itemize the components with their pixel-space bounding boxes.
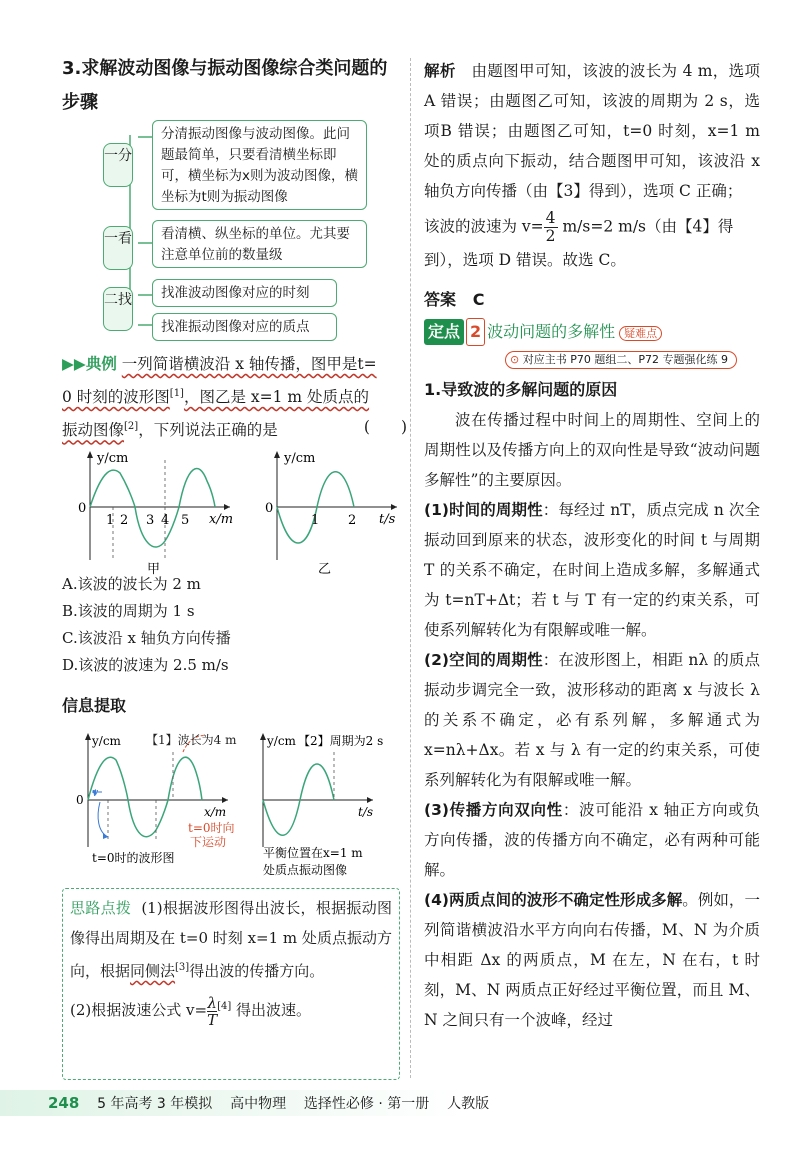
kd-number: 2 <box>466 318 485 346</box>
ref-4: [4] <box>217 1001 232 1012</box>
velocity-label: v <box>92 786 99 799</box>
flow-step-3-box-b <box>152 313 337 341</box>
flow-step-1 <box>103 143 133 187</box>
example-line3b: ，下列说法正确的是 <box>138 421 278 440</box>
analysis-text-2a: 该波的波速为 v= <box>424 217 544 236</box>
option-b: B.该波的周期为 1 s <box>62 602 195 620</box>
graph-jia-caption: 甲 <box>147 562 161 575</box>
knowledge-point-header <box>424 318 662 347</box>
flow-step-3-box-a <box>152 279 337 307</box>
example-line2: 0 时刻的波形图 <box>62 388 170 407</box>
red-note-line2: 下运动 <box>190 835 227 849</box>
section-3-title-line1: 3.求解波动图像与振动图像综合类问题的 <box>62 58 388 79</box>
ref-2: [2] <box>124 421 139 433</box>
p2-head: (2)空间的周期性 <box>424 651 543 669</box>
graph-jia-tick-1: 1 <box>106 513 115 528</box>
flow-step-2-box <box>152 220 367 268</box>
p3-text: ：波可能沿 x 轴正方向或负方向传播，波的传播方向不确定，必有两种可能解。 <box>424 801 760 879</box>
kd-badge: 定点 <box>424 319 464 345</box>
info-left-caption: t=0时的波形图 <box>92 851 175 865</box>
fraction-denominator: T <box>207 1010 218 1029</box>
kd-title: 波动问题的多解性 <box>487 322 616 341</box>
graph-jia-origin: 0 <box>78 501 87 516</box>
info-right-xlabel: t/s <box>358 805 374 819</box>
period-annotation: 【2】周期为2 s <box>298 734 384 748</box>
target-icon: ⊙ <box>510 353 520 366</box>
graph-yi-tick-2: 2 <box>348 513 357 528</box>
footer <box>48 1092 489 1115</box>
p4-text: 例如，一列简谐横波沿水平方向向右传播，M、N 为介质中相距 Δx 的两质点，M 在左，N 在右，t 时刻，M、N 两质点正好经过平衡位置，而且 M、N 之间只有一个波峰，经过 <box>424 891 760 1029</box>
p4-head: (4)两质点间的波形不确定性形成多解 <box>424 891 683 909</box>
think-text-1-end: 得出波的传播方向。 <box>189 962 325 980</box>
footer-subject: 高中物理 <box>230 1096 287 1112</box>
graph-jia-xlabel: x/m <box>209 512 234 527</box>
think-text-2a: (2)根据波速公式 v= <box>70 1001 208 1019</box>
flow-step-2 <box>103 226 133 270</box>
example-label: 典例 <box>85 355 117 373</box>
column-divider <box>410 58 411 1078</box>
red-note-line1: t=0时向 <box>188 821 235 835</box>
analysis-block <box>424 56 760 275</box>
info-left-origin: 0 <box>76 793 84 807</box>
wavelength-annotation: 【1】波长为4 m <box>146 733 237 747</box>
p1-head: (1)时间的周期性 <box>424 501 543 519</box>
answer-label: 答案 <box>424 290 457 309</box>
think-label: 思路点拨 <box>70 899 132 917</box>
analysis-fraction-denominator: 2 <box>545 227 556 245</box>
p2-text: ：在波形图上，相距 nλ 的质点振动步调完全一致，波形移动的距离 x 与波长 λ 的关系不确定，必有系列解，多解通式为 x=nλ+Δx。若 x 与 λ 有一定的约束关系，可使系列解转化为有限解或唯一解。 <box>424 651 760 789</box>
analysis-text-3: 到），选项 D 错误。故选 C。 <box>424 251 626 269</box>
option-a: A.该波的波长为 2 m <box>62 575 201 593</box>
flow-step-2-label: 一看 <box>104 231 132 247</box>
reference-text: 对应主书 P70 题组二、P72 专题强化练 9 <box>522 353 728 366</box>
cause-intro: 波在传播过程中时间上的周期性、空间上的周期性以及传播方向上的双向性是导致“波动问题多解性”的主要原因。 <box>424 411 760 489</box>
wave-speed-fraction <box>207 995 217 1028</box>
footer-volume: 选择性必修 · 第一册 <box>303 1096 430 1112</box>
info-right-caption-2: 处质点振动图像 <box>263 863 348 877</box>
graph-jia <box>75 445 240 575</box>
analysis-text-1: 由题图甲可知，该波的波长为 4 m，选项 A 错误；由题图乙可知，该波的周期为 2 s，选项B 错误；由题图乙可知，t=0 时刻，x=1 m 处的质点向下振动，结合题图甲可知，该波沿 x 轴负方向传播（由【3】得到），选项 C 正确； <box>424 62 760 200</box>
section-3-title-line2: 步骤 <box>62 92 98 113</box>
flow-step-1-text: 分清振动图像与波动图像。此问题最简单，只要看清横坐标即可，横坐标为x则为波动图像，横坐标为t则为振动图像 <box>161 126 358 205</box>
flow-step-2-text: 看清横、纵坐标的单位。尤其要注意单位前的数量级 <box>161 226 350 263</box>
page-number: 248 <box>48 1094 80 1112</box>
cause-title: 1.导致波的多解问题的原因 <box>424 380 618 399</box>
footer-edition: 人教版 <box>447 1096 490 1112</box>
info-left-ylabel: y/cm <box>92 734 121 748</box>
info-left-xlabel: x/m <box>204 805 227 819</box>
analysis-label: 解析 <box>424 62 456 80</box>
p3-head: (3)传播方向双向性 <box>424 801 563 819</box>
flow-step-3-text-b: 找准振动图像对应的质点 <box>161 319 310 335</box>
think-same-side-method: 同侧法 <box>130 962 176 980</box>
answer-bracket: ( ) <box>363 418 407 437</box>
think-text-2b: 得出波速。 <box>231 1001 312 1019</box>
analysis-text-2b: m/s=2 m/s（由【4】得 <box>557 217 734 236</box>
graph-yi-origin: 0 <box>265 501 274 516</box>
footer-book: 5 年高考 3 年模拟 <box>97 1096 213 1112</box>
graph-yi-caption: 乙 <box>318 562 332 575</box>
example-line2b: ，图乙是 x=1 m 处质点的 <box>183 388 370 407</box>
info-right-caption-1: 平衡位置在x=1 m <box>263 846 363 860</box>
graph-yi-ylabel: y/cm <box>284 451 316 466</box>
example-line1: 一列简谐横波沿 x 轴传播，图甲是t= <box>121 355 377 373</box>
analysis-fraction-numerator: 4 <box>545 209 556 227</box>
example-arrow-icon: ▶▶ <box>62 355 86 373</box>
graph-yi <box>262 445 407 575</box>
fraction-numerator: λ <box>207 993 217 1012</box>
p4-head-end: 。 <box>682 891 698 909</box>
graph-jia-tick-5: 5 <box>181 513 190 528</box>
example-question <box>62 349 407 445</box>
options-list <box>62 571 402 679</box>
ref-1: [1] <box>169 388 184 399</box>
answer-row <box>424 286 484 314</box>
answer-value: C <box>472 290 485 309</box>
flow-step-3 <box>103 287 133 331</box>
think-text <box>70 893 392 1028</box>
flow-step-3-text-a: 找准波动图像对应的时刻 <box>161 285 310 301</box>
graph-jia-ylabel: y/cm <box>97 451 129 466</box>
section-3-title <box>62 54 407 118</box>
graph-jia-tick-2: 2 <box>120 513 129 528</box>
graph-jia-tick-4: 4 <box>161 513 170 528</box>
option-d: D.该波的波速为 2.5 m/s <box>62 656 229 674</box>
ref-3: [3] <box>175 962 190 973</box>
reference-pill <box>505 351 737 369</box>
option-c: C.该波沿 x 轴负方向传播 <box>62 629 231 647</box>
flow-step-1-label: 一分 <box>104 148 132 164</box>
info-title: 信息提取 <box>62 696 127 715</box>
cause-body <box>424 405 760 1035</box>
graph-yi-xlabel: t/s <box>379 512 396 527</box>
flow-step-3-label: 二找 <box>104 292 132 308</box>
kd-tag: 疑难点 <box>619 326 662 341</box>
graph-jia-tick-3: 3 <box>146 513 155 528</box>
graph-yi-tick-1: 1 <box>311 513 320 528</box>
example-line3: 振动图像 <box>62 421 125 440</box>
flow-step-1-box <box>152 120 367 210</box>
info-right-ylabel: y/cm <box>267 734 296 748</box>
analysis-fraction <box>544 210 558 245</box>
info-graphs <box>68 722 408 887</box>
think-text-1: (1)根据波形图得出波长，根据振动图像得出周期及在 t=0 时刻 x=1 m 处质点振动方向，根据 <box>70 899 392 980</box>
p1-text: ：每经过 nT，质点完成 n 次全振动回到原来的状态，波形变化的时间 t 与周期 T 的关系不确定，在时间上造成多解，多解通式为 t=nT+Δt；若 t 与 T 有一定的约束关系，可使系列解转化为有限解或唯一解。 <box>424 501 760 639</box>
